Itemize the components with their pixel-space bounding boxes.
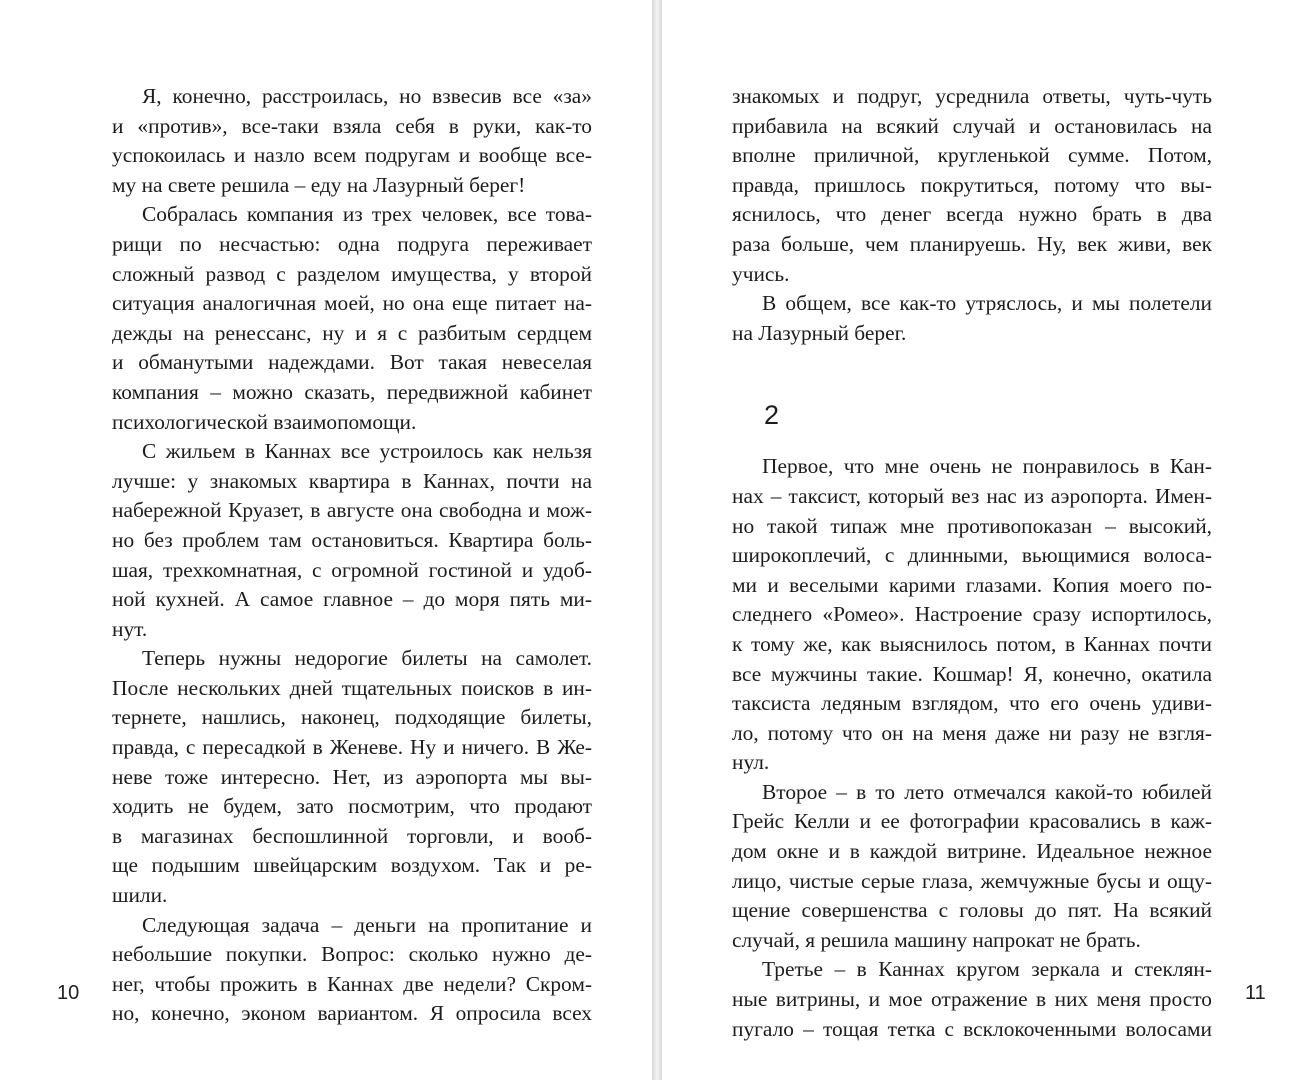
book-gutter	[652, 0, 662, 1080]
text-line: на Лазурный берег.	[732, 320, 907, 345]
right-page	[662, 0, 1314, 1080]
text-line: ные витрины, и мое отражение в них меня просто	[732, 987, 1212, 1012]
right-text-block	[732, 82, 1212, 1044]
text-line: учись.	[732, 261, 790, 286]
text-line: случай, я решила машину напрокат не брать.	[732, 927, 1141, 952]
text-line: яснилось, что денег всегда нужно брать в два	[732, 202, 1212, 227]
text-line: дежды на ренессанс, ну и я с разбитым сердцем	[112, 320, 592, 345]
page-number: 11	[1245, 982, 1266, 1004]
left-page	[0, 0, 652, 1080]
text-line: нах – таксист, который вез нас из аэропорта. Имен-	[732, 483, 1212, 508]
text-line: к тому же, как выяснилось потом, в Каннах почти	[732, 631, 1212, 656]
text-line: в магазинах беспошлинной торговли, и вооб-	[112, 823, 592, 848]
chapter-heading: 2	[764, 400, 780, 431]
text-line: му на свете решила – еду на Лазурный берег!	[112, 172, 526, 197]
text-line: все мужчины такие. Кошмар! Я, конечно, окатила	[732, 661, 1212, 686]
text-line: нег, чтобы прожить в Каннах две недели? Скром-	[112, 971, 592, 996]
text-line: В общем, все как-то утряслось, и мы полетели	[762, 291, 1212, 316]
text-line: щение совершенства с головы до пят. На всякий	[732, 898, 1212, 923]
text-line: но такой типаж мне противопоказан – высокий,	[732, 513, 1212, 538]
text-line: вполне приличной, кругленькой сумме. Потом,	[732, 143, 1212, 168]
text-line: успокоилась и назло всем подругам и вообще все-	[112, 143, 592, 168]
text-line: тернете, нашлись, наконец, подходящие билеты,	[112, 705, 592, 730]
text-line: ще подышим швейцарским воздухом. Так и ре-	[112, 853, 592, 878]
text-line: шили.	[112, 883, 168, 908]
text-line: Следующая задача – деньги на пропитание и	[142, 912, 592, 937]
text-line: раза больше, чем планируешь. Ну, век живи, век	[732, 231, 1212, 256]
text-line: лицо, чистые серые глаза, жемчужные бусы и ощу-	[732, 868, 1212, 893]
text-line: пугало – тощая тетка с всклокоченными волосами	[732, 1016, 1212, 1041]
text-line: Собралась компания из трех человек, все това-	[142, 202, 592, 227]
text-line: Грейс Келли и ее фотографии красовались в каж-	[732, 809, 1212, 834]
text-line: правда, пришлось покрутиться, потому что вы-	[732, 172, 1212, 197]
text-line: таксиста ледяным взглядом, что его очень удиви-	[732, 691, 1212, 716]
text-line: С жильем в Каннах все устроилось как нельзя	[142, 439, 592, 464]
text-line: лучше: у знакомых квартира в Каннах, почти на	[112, 468, 592, 493]
text-line: но без проблем там остановиться. Квартира боль-	[112, 527, 592, 552]
text-line: Первое, что мне очень не понравилось в Кан-	[762, 454, 1212, 479]
text-line: сложный развод с разделом имущества, у второй	[112, 261, 592, 286]
text-line: прибавила на всякий случай и остановилась на	[732, 113, 1212, 138]
left-text-block	[112, 82, 592, 1029]
text-line: ло, потому что он на меня даже ни разу не взгля-	[732, 720, 1212, 745]
text-line: Я, конечно, расстроилась, но взвесив все «за»	[142, 84, 592, 108]
text-line: знакомых и подруг, усреднила ответы, чуть-чуть	[732, 84, 1212, 108]
text-line: ной кухней. А самое главное – до моря пять ми-	[112, 587, 592, 612]
text-line: правда, с пересадкой в Женеве. Ну и ничего. В Же-	[112, 735, 592, 760]
text-line: компания – можно сказать, передвижной кабинет	[112, 379, 592, 404]
text-line: После нескольких дней тщательных поисков в ин-	[112, 675, 592, 700]
text-line: но, конечно, эконом вариантом. Я опросила всех	[112, 1001, 592, 1026]
text-line: и обманутыми надеждами. Вот такая невеселая	[112, 350, 592, 375]
text-line: неве тоже интересно. Нет, из аэропорта мы вы-	[112, 764, 592, 789]
text-line: ходить не будем, зато посмотрим, что продают	[112, 794, 592, 819]
text-line: Теперь нужны недорогие билеты на самолет.	[142, 646, 592, 671]
text-line: рищи по несчастью: одна подруга переживает	[112, 231, 592, 256]
text-line: психологической взаимопомощи.	[112, 409, 417, 434]
text-line: нут.	[112, 616, 148, 641]
text-line: небольшие покупки. Вопрос: сколько нужно де-	[112, 942, 592, 967]
text-line: ми и веселыми карими глазами. Копия моего по-	[732, 572, 1212, 597]
text-line: шая, трехкомнатная, с огромной гостиной и удоб-	[112, 557, 592, 582]
text-line: ситуация аналогичная моей, но она еще питает на-	[112, 291, 592, 316]
text-line: дом окне и в каждой витрине. Идеальное нежное	[732, 839, 1212, 864]
text-line: следнего «Ромео». Настроение сразу испортилось,	[732, 602, 1212, 627]
text-line: Второе – в то лето отмечался какой-то юбилей	[762, 779, 1212, 804]
text-line: широкоплечий, с длинными, вьющимися волоса-	[732, 543, 1212, 568]
text-line: нул.	[732, 750, 770, 775]
text-line: Третье – в Каннах кругом зеркала и стеклян-	[762, 957, 1212, 982]
page-number: 10	[57, 982, 80, 1004]
text-line: и «против», все-таки взяла себя в руки, как-то	[112, 113, 592, 138]
text-line: набережной Круазет, в августе она свободна и мож-	[112, 498, 592, 523]
